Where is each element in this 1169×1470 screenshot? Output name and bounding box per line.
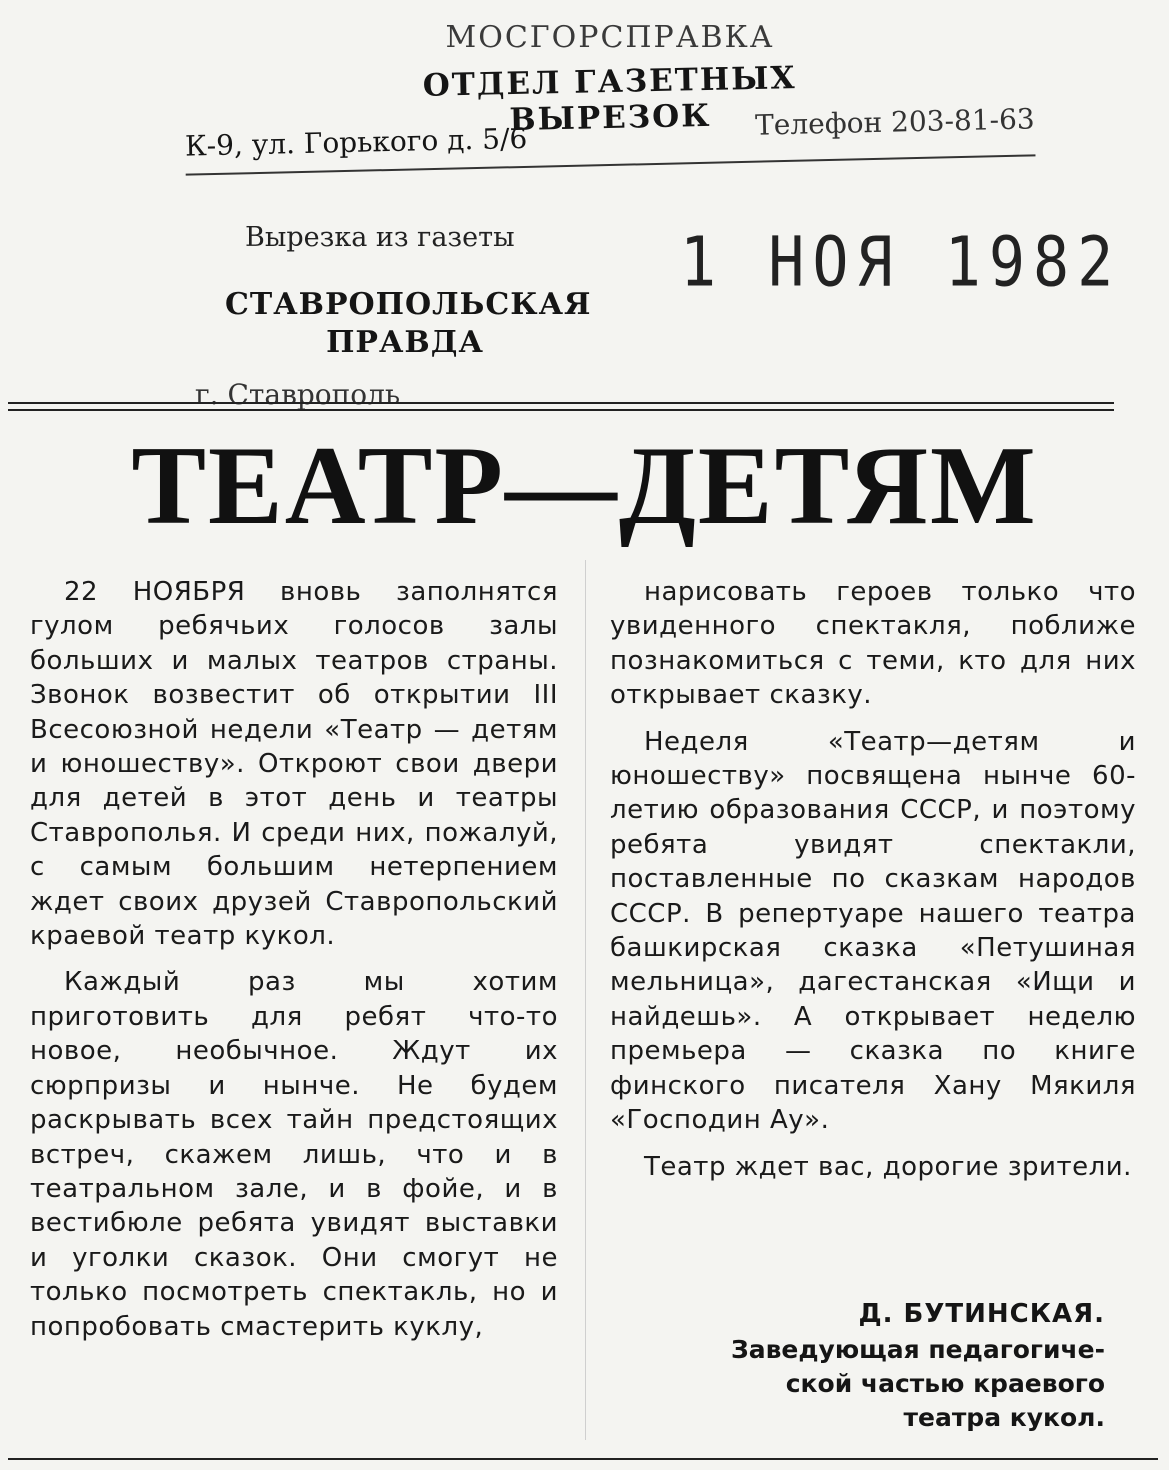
paragraph: 22 НОЯБРЯ вновь заполнятся гулом ребячьих голосов залы больших и малых театров страны. Звонок возвестит об открытии III Всесоюзной недели «Театр — детям и юношеству». Откроют свои двери для детей в этот день и театры Ставрополья. И среди них, пожалуй, с самым большим нетерпением ждет своих друзей Ставропольский краевой театр кукол. [30,577,558,952]
stamp-dept: ОТДЕЛ ГАЗЕТНЫХ ВЫРЕЗОК [422,60,797,139]
left-column [30,575,558,1344]
author-title-line: Заведующая педагогиче- [730,1335,1105,1364]
paragraph: Театр ждет вас, дорогие зрители. [644,1151,1132,1182]
author-title-line: театра кукол. [903,1403,1105,1432]
stamp-address: К-9, ул. Горького д. 5/6 [184,121,528,163]
paragraph: Неделя «Театр—детям и юношеству» посвящена нынче 60-летию образования СССР, и поэтому ребята увидят спектакли, поставленные по сказкам народов СССР. В репертуаре нашего театра башкирская сказка «Петушиная мельница», дагестанская «Ищи и найдешь». А открывает неделю премьера — сказка по книге финского писателя Хану Мякиля «Господин Ау». [610,726,1136,1136]
column-divider [585,560,586,1440]
clipping-label: Вырезка из газеты [245,222,515,253]
newspaper-name-line2: ПРАВДА [326,325,484,360]
paragraph: Каждый раз мы хотим приготовить для ребят что-то новое, необычное. Ждут их сюрпризы и нынче. Не будем раскрывать всех тайн предстоящих встреч, скажем лишь, что и в театральном зале, и в фойе, и в вестибюле ребята увидят выставки и уголки сказок. Они смогут не только посмотреть спектакль, но и попробовать смастерить куклу, [30,967,558,1342]
stamp-org: МОСГОРСПРАВКА [445,20,775,55]
paragraph: нарисовать героев только что увиденного спектакля, поближе познакомиться с теми, кто для них открывает сказку. [610,577,1136,711]
author-signature [640,1297,1105,1435]
stamp-address-row [184,102,1035,175]
right-column [610,575,1136,1184]
stamp-phone: Телефон 203-81-63 [754,102,1036,142]
newspaper-name [225,286,592,362]
newspaper-name-line1: СТАВРОПОЛЬСКАЯ [225,287,592,322]
author-title-line: ской частью краевого [785,1369,1105,1398]
date-stamp: 1 НОЯ 1982 [680,222,1122,303]
newspaper-city: г. Ставрополь [195,378,401,411]
bottom-rule [8,1458,1158,1460]
article-headline: ТЕАТР—ДЕТЯМ [131,424,1038,548]
author-name: Д. БУТИНСКАЯ. [858,1299,1105,1329]
top-rule [8,402,1114,411]
